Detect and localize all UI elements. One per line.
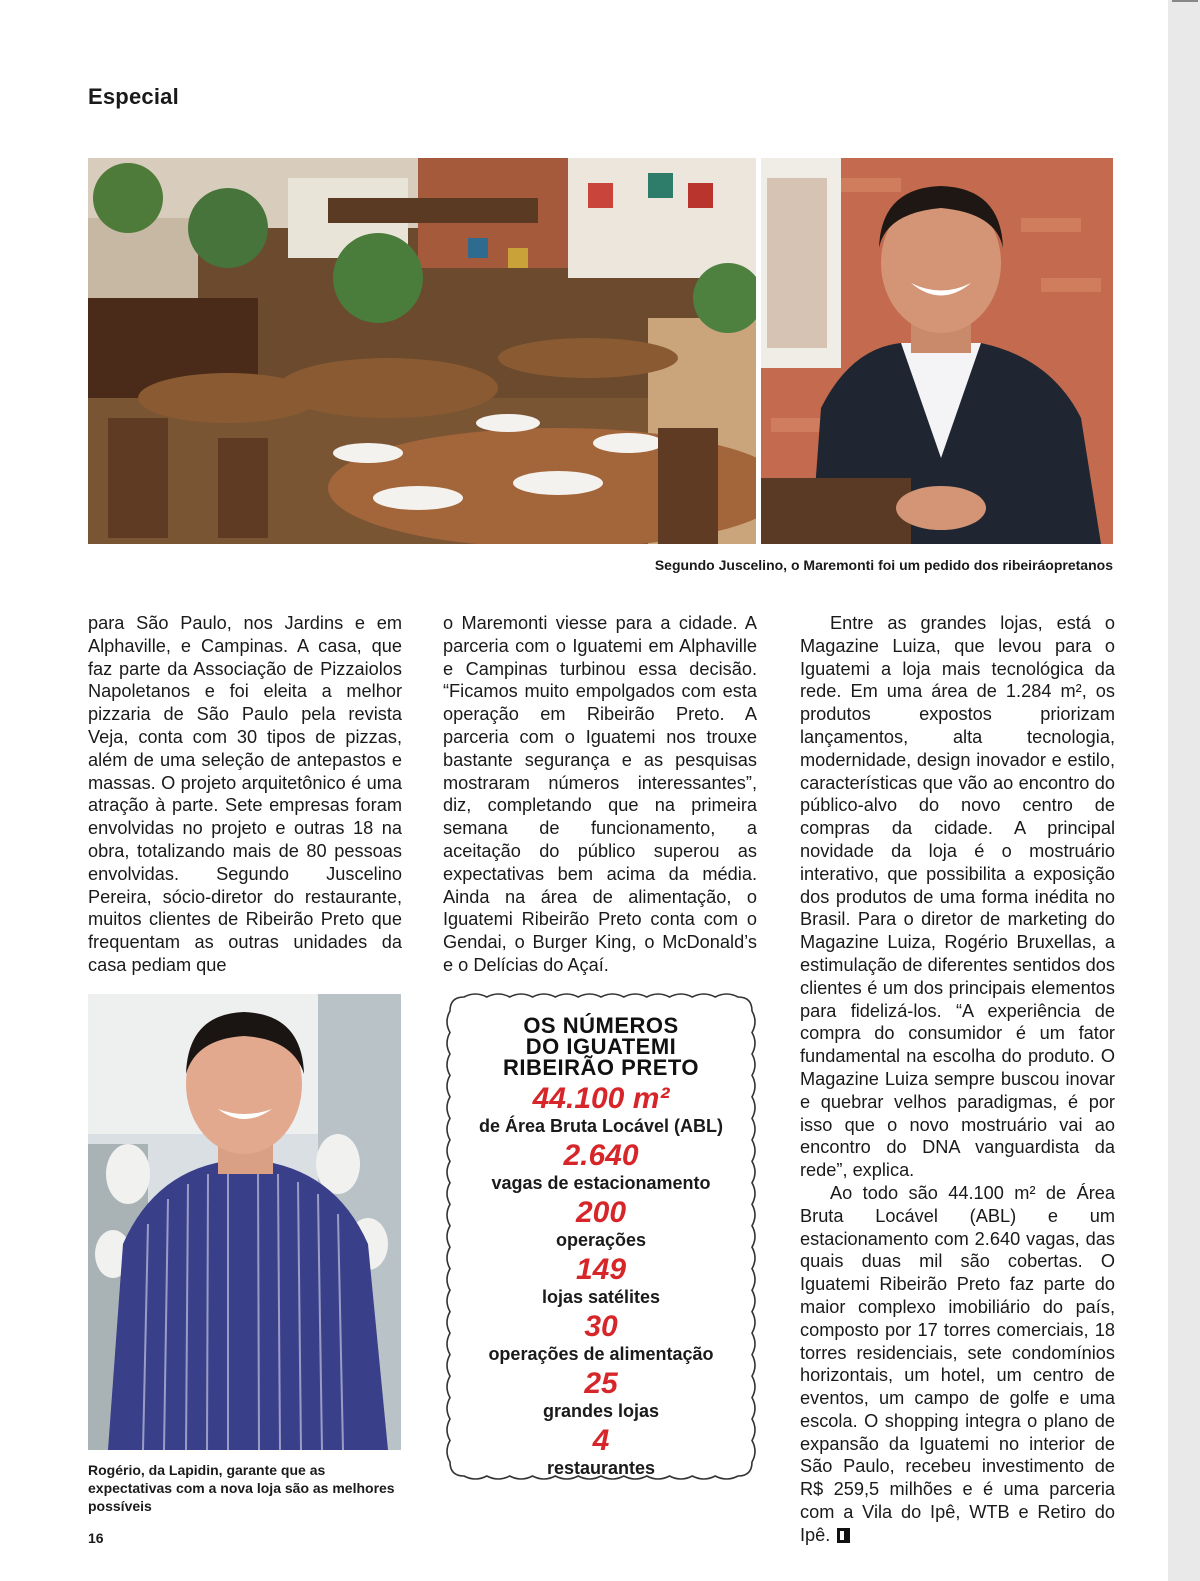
stat-value: 44.100 m² [532, 1082, 670, 1115]
article-column-1 [88, 612, 402, 977]
stat-value: 149 [575, 1253, 627, 1286]
restaurant-interior-photo [88, 158, 756, 544]
stat-item [446, 1253, 756, 1308]
article-column-3 [800, 612, 1115, 1547]
stat-value: 30 [584, 1310, 618, 1343]
article-paragraph: o Maremonti viesse para a cidade. A parceria com o Iguatemi em Alphaville e Campinas turbinou essa decisão. “Ficamos muito empolgados com esta operação em Ribeirão Preto. A parceria com o Iguatemi nos trouxe bastante segurança e as pesquisas mostraram números interessantes”, diz, completando que na primeira semana de funcionamento, a aceitação do público superou as expectativas bem acima da média. Ainda na área de alimentação, o Iguatemi Ribeirão Preto conta com o Gendai, o Burger King, o McDonald’s e o Delícias do Açaí. [443, 613, 757, 975]
article-paragraph: Ao todo são 44.100 m² de Área Bruta Locável (ABL) e um estacionamento com 2.640 vagas, das quais duas mil são cobertas. O Iguatemi Ribeirão Preto faz parte do maior complexo imobiliário do país, composto por 17 torres comerciais, 18 torres residenciais, sete condomínios horizontais, um hotel, um centro de eventos, um campo de golfe e uma escola. O shopping integra o plano de expansão da Iguatemi no interior de São Paulo, recebeu investimento de R$ 259,5 milhões e é uma parceria com a Vila do Ipê, WTB e Retiro do Ipê. [800, 1182, 1115, 1545]
stat-label: operações [555, 1230, 647, 1250]
stats-title: OS NÚMEROS DO IGUATEMI RIBEIRÃO PRETO [502, 1013, 700, 1080]
stat-item [446, 1424, 756, 1479]
page-edge-mark [1172, 0, 1198, 2]
stat-label: grandes lojas [542, 1401, 660, 1421]
stats-box [446, 993, 756, 1480]
article-column-2 [443, 612, 757, 977]
stat-item [446, 1310, 756, 1365]
section-title: Especial [88, 84, 179, 109]
page-number: 16 [88, 1530, 104, 1546]
stat-value: 200 [575, 1196, 627, 1229]
stat-item [446, 1196, 756, 1251]
article-paragraph: para São Paulo, nos Jardins e em Alphaville, e Campinas. A casa, que faz parte da Associação de Pizzaiolos Napoletanos e foi eleita a melhor pizzaria de São Paulo pela revista Veja, conta com 30 tipos de pizzas, além de uma seleção de antepastos e massas. O projeto arquitetônico é uma atração à parte. Sete empresas foram envolvidas no projeto e outras 18 na obra, totalizando mais de 80 pessoas envolvidas. Segundo Juscelino Pereira, sócio-diretor do restaurante, muitos clientes de Ribeirão Preto que frequentam as outras unidades da casa pediam que [88, 613, 402, 975]
top-photo-caption: Segundo Juscelino, o Maremonti foi um pedido dos ribeiráopretanos [654, 557, 1113, 573]
stat-label: lojas satélites [541, 1287, 661, 1307]
juscelino-portrait-photo [761, 158, 1113, 544]
rogerio-portrait-photo [88, 994, 401, 1450]
stat-item [446, 1082, 756, 1137]
stat-value: 2.640 [563, 1139, 639, 1172]
stat-value: 25 [584, 1367, 618, 1400]
stat-value: 4 [592, 1424, 610, 1457]
stat-label: vagas de estacionamento [491, 1173, 711, 1193]
stat-item [446, 1367, 756, 1422]
stat-label: operações de alimentação [488, 1344, 714, 1364]
article-paragraph: Entre as grandes lojas, está o Magazine Luiza, que levou para o Iguatemi a loja mais tecnológica da rede. Em uma área de 1.284 m², os produtos expostos priorizam lançamentos, alta tecnologia, modernidade, design inovador e estilo, características que vão ao encontro do público-alvo do novo centro de compras da cidade. A principal novidade da loja é o mostruário interativo, que possibilita a exposição dos produtos de uma forma inédita no Brasil. Para o diretor de marketing do Magazine Luiza, Rogério Bruxellas, a estimulação de diferentes sentidos dos clientes é um dos principais elementos para fidelizá-los. “A experiência de compra do consumidor é um fator fundamental na escolha do produto. O Magazine Luiza sempre buscou inovar e quebrar velhos paradigmas, é por isso que o novo mostruário vai ao encontro do DNA vanguardista da rede”, explica. [800, 613, 1115, 1181]
stat-label: restaurantes [546, 1458, 656, 1478]
page-edge-strip [1168, 0, 1200, 1581]
stat-item [446, 1139, 756, 1194]
stat-label: de Área Bruta Locável (ABL) [478, 1116, 724, 1136]
rogerio-photo-caption: Rogério, da Lapidin, garante que as expectativas com a nova loja são as melhores possíveis [88, 1462, 395, 1514]
end-of-article-mark-icon [837, 1528, 850, 1543]
